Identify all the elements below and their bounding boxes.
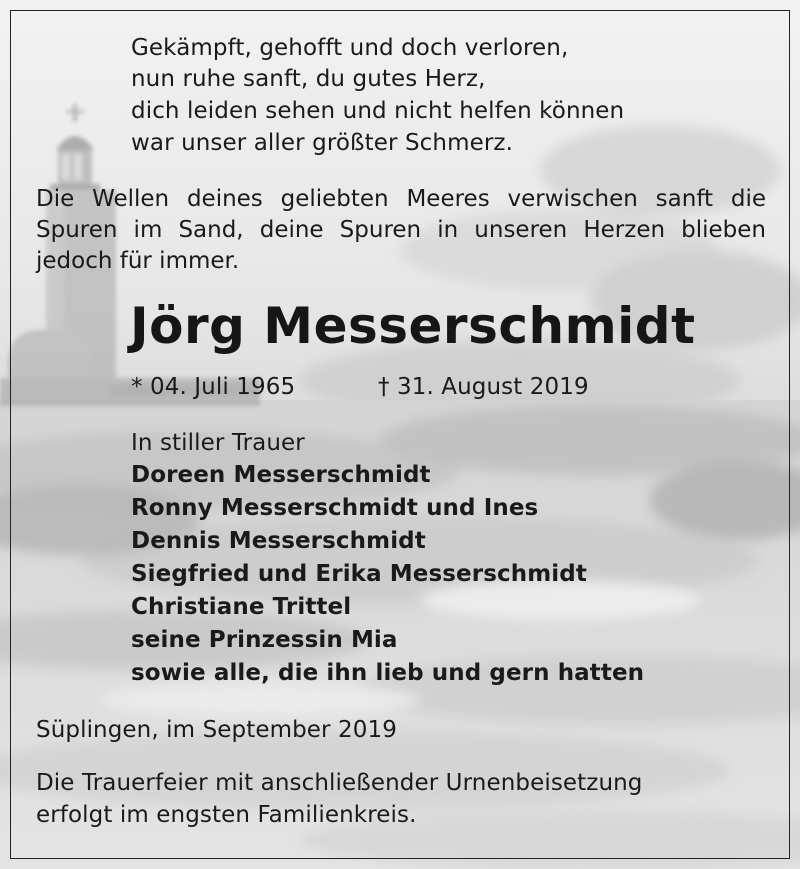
death-date: † 31. August 2019 [378, 374, 589, 400]
poem-line: war unser aller größter Schmerz. [131, 130, 513, 156]
place-date: Süplingen, im September 2019 [36, 717, 397, 743]
deceased-name: Jörg Messerschmidt [130, 297, 696, 355]
mourner-name: Ronny Messerschmidt und Ines [131, 495, 539, 521]
quote-line: Die Wellen deines geliebten Meeres verwischen sanft die [36, 186, 766, 212]
mourning-intro: In stiller Trauer [131, 430, 305, 456]
ceremony-line: Die Trauerfeier mit anschließender Urnenbeisetzung [36, 770, 643, 796]
poem-line: Gekämpft, gehofft und doch verloren, [131, 35, 569, 61]
mourner-name: Siegfried und Erika Messerschmidt [131, 561, 587, 587]
mourner-name: seine Prinzessin Mia [131, 627, 398, 653]
mourner-name: Christiane Trittel [131, 594, 352, 620]
quote-line: jedoch für immer. [36, 248, 240, 274]
mourner-name: Doreen Messerschmidt [131, 462, 431, 488]
ceremony-line: erfolgt im engsten Familienkreis. [36, 802, 417, 828]
poem-line: nun ruhe sanft, du gutes Herz, [131, 66, 486, 92]
quote-line: Spuren im Sand, deine Spuren in unseren Herzen blieben [36, 217, 766, 243]
quote-paragraph [36, 184, 766, 277]
poem-line: dich leiden sehen und nicht helfen können [131, 98, 625, 124]
mourner-name: sowie alle, die ihn lieb und gern hatten [131, 660, 645, 686]
mourner-name: Dennis Messerschmidt [131, 528, 426, 554]
birth-date: * 04. Juli 1965 [131, 374, 296, 400]
